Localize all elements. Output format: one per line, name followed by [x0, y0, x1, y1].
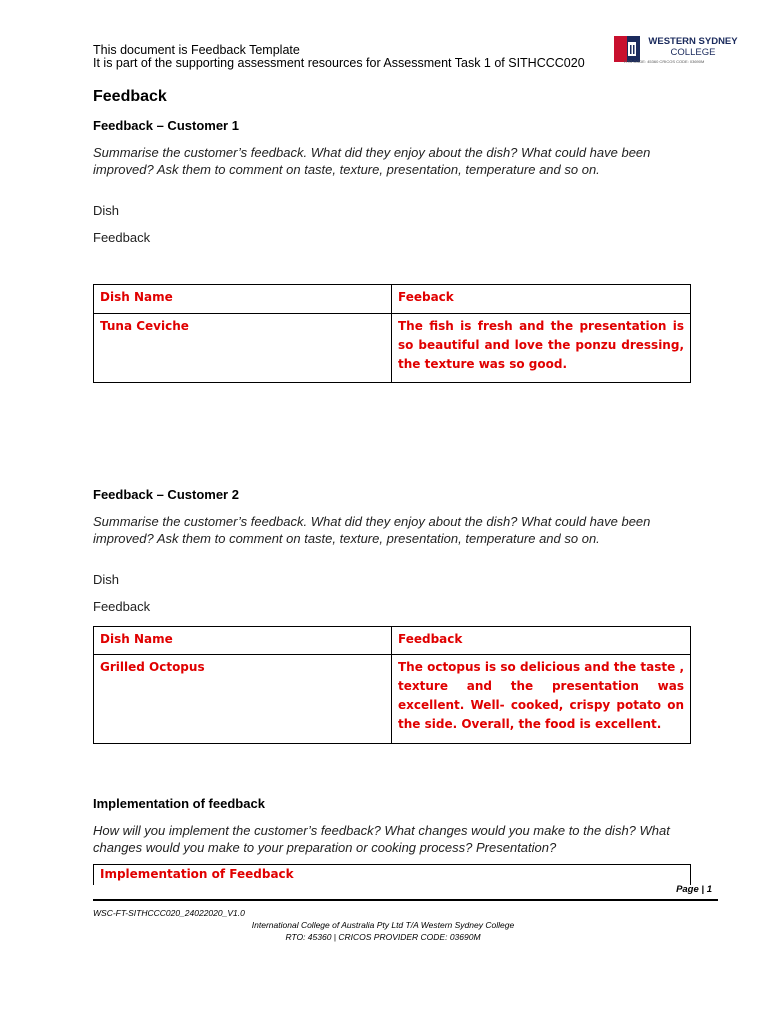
customer-2-heading: Feedback – Customer 2 — [93, 487, 239, 502]
footer-doc-id: WSC-FT-SITHCCC020_24022020_V1.0 — [93, 908, 245, 918]
college-logo — [614, 36, 739, 66]
feedback-cell: The octopus is so delicious and the taste , texture and the presentation was excellent. Well- cooked, crispy potato on the side. Overall, the food is excellent. — [392, 655, 691, 744]
footer-org: International College of Australia Pty Ltd T/A Western Sydney College — [251, 920, 515, 930]
implementation-heading: Implementation of feedback — [93, 796, 265, 811]
customer-1-feedback-label: Feedback — [93, 230, 151, 245]
footer-rto: RTO: 45360 | CRICOS PROVIDER CODE: 03690M — [285, 932, 481, 942]
logo-name — [647, 36, 739, 58]
customer-1-prompt: Summarise the customer’s feedback. What did they enjoy about the dish? What could have been improved? Ask them to comment on taste, texture, presentation, temperature and so on. — [93, 145, 651, 177]
feedback-cell: The fish is fresh and the presentation is so beautiful and love the ponzu dressing, the texture was so good. — [392, 314, 691, 383]
dish-name-cell: Tuna Ceviche — [94, 314, 392, 383]
logo-name-line-2: COLLEGE — [670, 47, 716, 58]
customer-2-prompt: Summarise the customer’s feedback. What did they enjoy about the dish? What could have been improved? Ask them to comment on taste, texture, presentation, temperature and so on. — [93, 514, 651, 546]
customer-2-dish-label: Dish — [93, 572, 120, 587]
customer-1-heading: Feedback – Customer 1 — [93, 118, 239, 133]
header-line-1: This document is Feedback Template — [93, 43, 300, 57]
table-row — [94, 285, 691, 314]
implementation-box — [93, 864, 691, 885]
customer-2-feedback-label: Feedback — [93, 599, 151, 614]
footer-divider — [93, 899, 718, 901]
header-line-2: It is part of the supporting assessment resources for Assessment Task 1 of SITHCCC020 — [93, 56, 585, 70]
page-number: Page | 1 — [676, 884, 712, 895]
customer-2-table — [93, 626, 691, 744]
page-title: Feedback — [93, 88, 167, 105]
dish-name-header: Dish Name — [94, 627, 392, 655]
implementation-prompt: How will you implement the customer’s feedback? What changes would you make to the dish? What changes would you make to your preparation or cooking process? Presentation? — [93, 823, 670, 855]
implementation-box-label: Implementation of Feedback — [100, 867, 294, 881]
table-row — [94, 627, 691, 655]
feedback-header: Feedback — [392, 627, 691, 655]
logo-rto: RTO CODE: 45360 CRICOS CODE: 03690M — [624, 59, 705, 64]
dish-name-cell: Grilled Octopus — [94, 655, 392, 744]
customer-1-table — [93, 284, 691, 383]
table-row — [94, 655, 691, 744]
logo-name-line-1: WESTERN SYDNEY — [648, 36, 738, 47]
table-row — [94, 314, 691, 383]
feedback-header: Feeback — [392, 285, 691, 314]
dish-name-header: Dish Name — [94, 285, 392, 314]
customer-1-dish-label: Dish — [93, 203, 120, 218]
